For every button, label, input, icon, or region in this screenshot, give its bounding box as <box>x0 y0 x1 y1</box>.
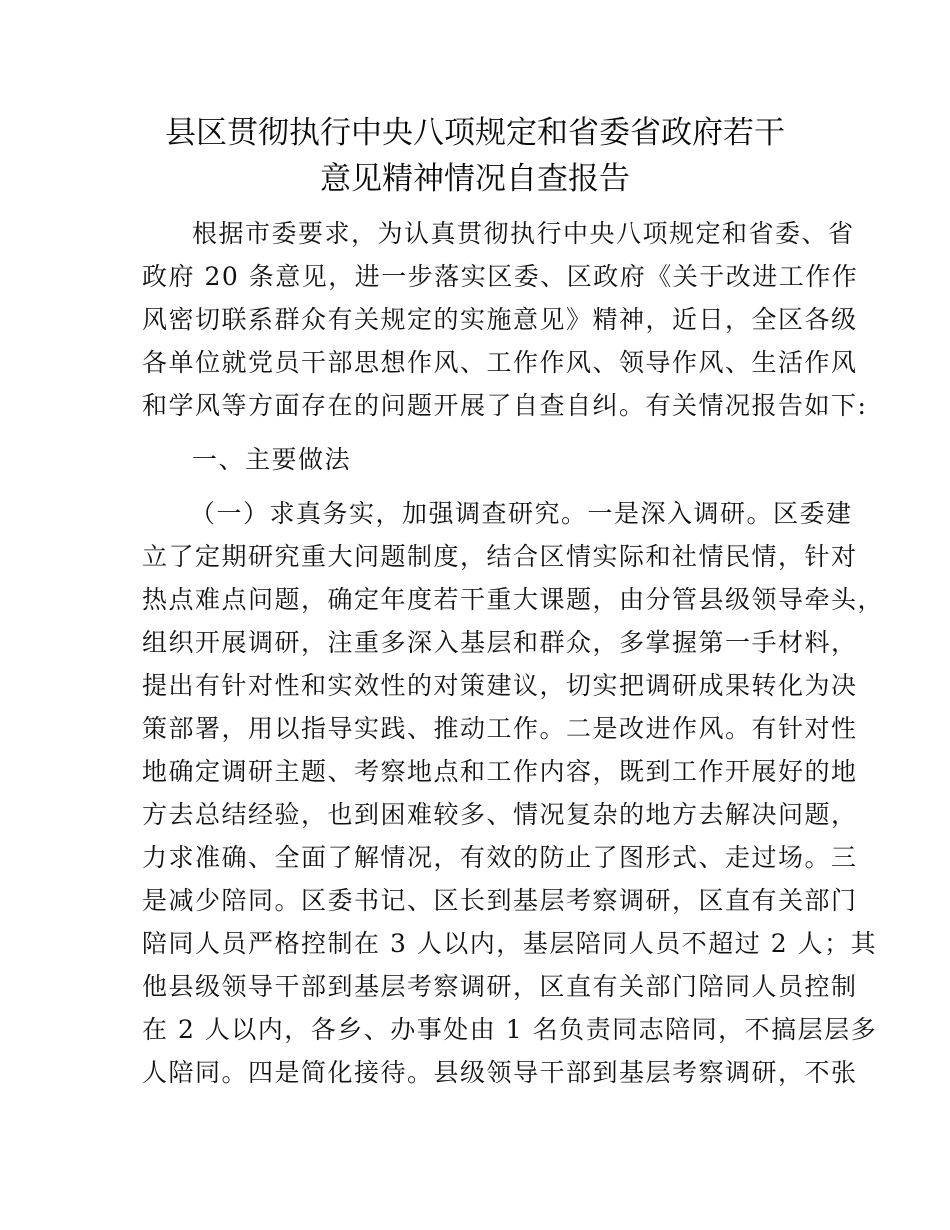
body-line-17: 陪同人员严格控制在 3 人以内，基层陪同人员不超过 2 人；其 <box>142 929 878 958</box>
body-line-2: 政府 20 条意见，进一步落实区委、区政府《关于改进工作作 <box>142 262 859 291</box>
body-line-8: 立了定期研究重大问题制度，结合区情实际和社情民情，针对 <box>142 542 858 571</box>
section-heading-main-practices: 一、主要做法 <box>192 445 352 474</box>
body-line-9: 热点难点问题，确定年度若干重大课题，由分管县级领导牵头， <box>142 585 885 614</box>
body-line-10: 组织开展调研，注重多深入基层和群众，多掌握第一手材料， <box>142 628 858 657</box>
body-line-18: 他县级领导干部到基层考察调研，区直有关部门陪同人员控制 <box>142 972 858 1001</box>
body-line-14: 方去总结经验，也到困难较多、情况复杂的地方去解决问题， <box>142 800 858 829</box>
body-line-12: 策部署，用以指导实践、推动工作。二是改进作风。有针对性 <box>142 714 858 743</box>
body-line-4: 各单位就党员干部思想作风、工作作风、领导作风、生活作风 <box>142 348 858 377</box>
body-line-19: 在 2 人以内，各乡、办事处由 1 名负责同志陪同，不搞层层多 <box>142 1015 878 1044</box>
body-line-16: 是减少陪同。区委书记、区长到基层考察调研，区直有关部门 <box>142 886 858 915</box>
body-line-3: 风密切联系群众有关规定的实施意见》精神，近日，全区各级 <box>142 305 858 334</box>
report-title-line-1: 县区贯彻执行中央八项规定和省委省政府若干 <box>165 115 785 151</box>
body-line-11: 提出有针对性和实效性的对策建议，切实把调研成果转化为决 <box>142 671 858 700</box>
body-line-13: 地确定调研主题、考察地点和工作内容，既到工作开展好的地 <box>142 757 858 786</box>
body-line-7: （一）求真务实，加强调查研究。一是深入调研。区委建 <box>190 499 853 528</box>
body-line-5: 和学风等方面存在的问题开展了自查自纠。有关情况报告如下: <box>142 391 868 420</box>
body-line-1: 根据市委要求，为认真贯彻执行中央八项规定和省委、省 <box>192 219 855 248</box>
report-title-line-2: 意见精神情况自查报告 <box>320 161 630 197</box>
body-line-20: 人陪同。四是简化接待。县级领导干部到基层考察调研，不张 <box>142 1058 858 1087</box>
body-line-15: 力求准确、全面了解情况，有效的防止了图形式、走过场。三 <box>142 843 858 872</box>
